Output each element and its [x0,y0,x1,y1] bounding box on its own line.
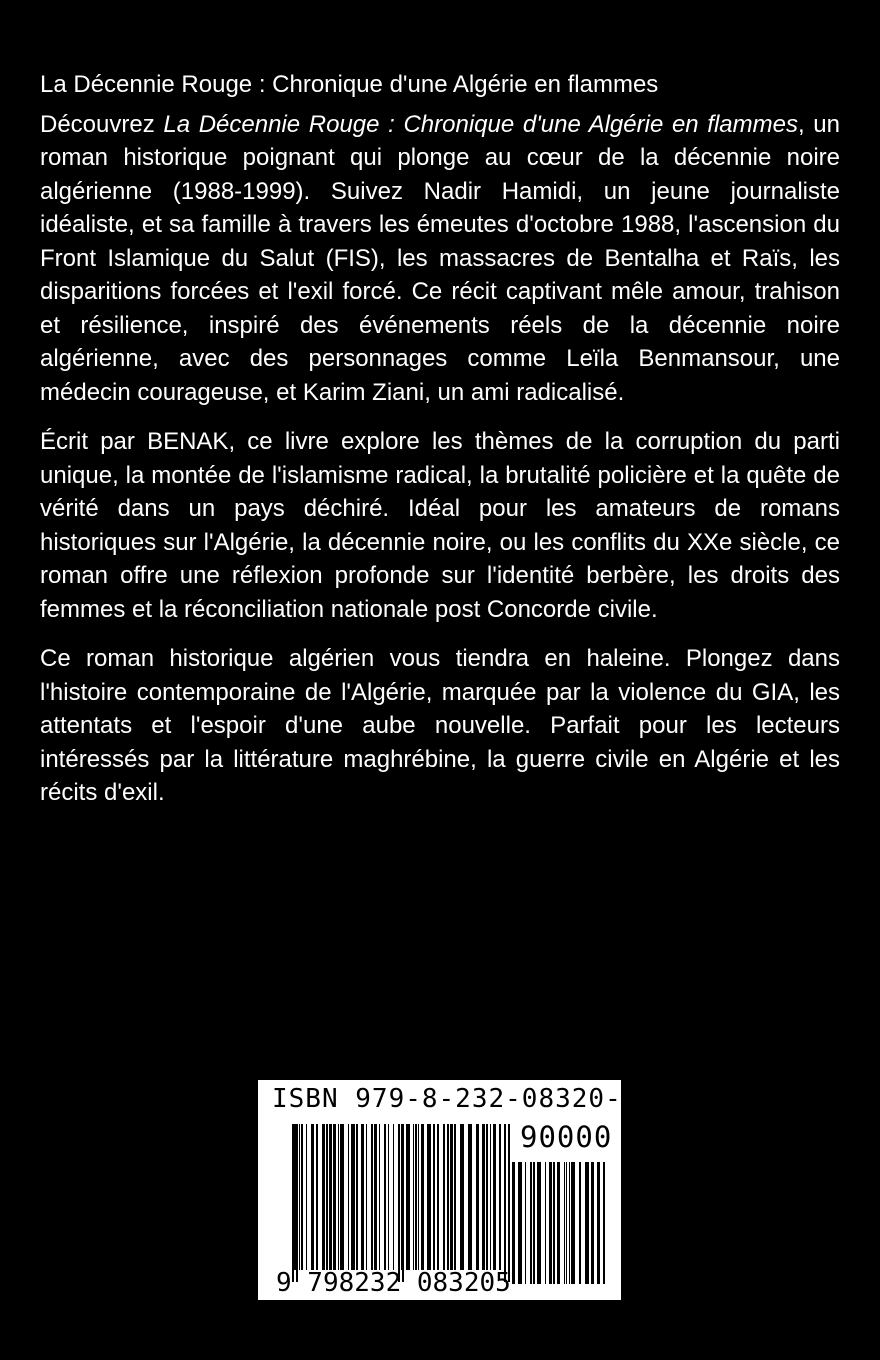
barcode-bar [549,1162,552,1284]
barcode-bar [571,1162,575,1284]
isbn-label: ISBN 979-8-232-08320-5 [272,1084,639,1114]
barcode-bar [356,1124,358,1270]
barcode-bar [579,1162,581,1284]
barcode-bar [366,1124,367,1270]
description-paragraph-2: Écrit par BENAK, ce livre explore les thèmes de la corruption du parti unique, la montée de l'islamisme radical, la brutalité policière et la quête de vérité dans un pays déchiré. Idéal pour les amateurs de romans historiques sur l'Algérie, la décennie noire, ou les conflits du XXe siècle, ce roman offre une réflexion profonde sur l'identité berbère, les droits des femmes et la réconciliation nationale post Concorde civile. [40,428,840,623]
isbn-barcode [258,1080,639,1300]
barcode-bar [326,1124,328,1270]
barcode-bar [557,1162,560,1284]
barcode-bar [406,1124,410,1270]
barcode-bar [533,1162,535,1284]
barcode-addon-number: 90000 [520,1120,613,1154]
barcode-bar [447,1124,449,1270]
barcode-bar [294,1124,296,1270]
barcode-bar [525,1162,526,1284]
barcode-bar [371,1124,373,1270]
barcode-bar [512,1162,515,1284]
paragraph-1-body: , un roman historique poignant qui plonge au cœur de la décennie noire algérienne (1988-1999). Suivez Nadir Hamidi, un jeune journaliste idéaliste, et sa famille à travers les émeutes d'octobre 1988, l'ascension du Front Islamique du Salut (FIS), les massacres de Bentalha et Raïs, les disparitions forcées et l'exil forcé. Ce récit captivant mêle amour, trahison et résilience, inspiré des événements réels de la décennie noire algérienne, avec des personnages comme Leïla Benmansour, une médecin courageuse, et Karim Ziani, un ami radicalisé. [40,110,840,406]
barcode-bar [340,1124,344,1270]
barcode-bar [476,1124,479,1270]
barcode-bar [603,1162,605,1284]
barcode-bar [329,1124,332,1270]
barcode-bar [379,1124,380,1270]
barcode-bar [564,1162,565,1284]
italic-book-title: La Décennie Rouge : Chronique d'une Algérie en flammes [163,110,798,138]
barcode-guard-bar [504,1124,506,1282]
barcode-bar [569,1162,570,1284]
barcode-bar [585,1162,589,1284]
book-title-line: La Décennie Rouge : Chronique d'une Algérie en flammes [40,71,659,98]
barcode-bar [468,1124,472,1270]
paragraph-lead: Découvrez [40,110,164,138]
barcode-bar [460,1124,464,1270]
barcode-bar [418,1124,419,1270]
barcode-bar [393,1124,394,1270]
barcode-bar [415,1124,417,1270]
barcode-bar [443,1124,445,1270]
barcode-bar [374,1124,377,1270]
barcode-ean-number: 9 798232 083205 [276,1268,511,1298]
barcode-bar [361,1124,364,1270]
barcode-bar [545,1162,546,1284]
barcode-bar [427,1124,431,1270]
barcode-bar [384,1124,386,1270]
barcode-guard-bar [402,1124,404,1282]
barcode-bar [301,1124,303,1270]
barcode-bar [591,1162,594,1284]
barcode-bar [333,1124,336,1270]
barcode-bar [437,1124,439,1270]
barcode-guard-bar [398,1124,400,1282]
barcode-bar [493,1124,496,1270]
barcode-guard-bar [296,1124,298,1282]
barcode-guard-bar [508,1124,510,1282]
barcode-bar [316,1124,318,1270]
barcode-bar [388,1124,389,1270]
barcode-bar [351,1124,355,1270]
barcode-bar [338,1124,339,1270]
barcode-bar [433,1124,435,1270]
barcode-bar [486,1124,488,1270]
barcode-bar [311,1124,314,1270]
barcode-bar [597,1162,600,1284]
barcode-bar [306,1124,307,1270]
barcode-guard-bar [292,1124,294,1282]
barcode-bar [518,1162,522,1284]
barcode-bar [530,1162,532,1284]
barcode-bar [450,1124,453,1270]
barcode-bar [413,1124,414,1270]
barcode-bar [566,1162,567,1284]
barcode-bar [537,1162,541,1284]
barcode-bar [454,1124,456,1270]
barcode-bar [348,1124,349,1270]
back-cover-text [40,68,840,826]
barcode-bar [482,1124,485,1270]
barcode-bar [490,1124,491,1270]
barcode-bar [322,1124,325,1270]
description-paragraph-3: Ce roman historique algérien vous tiendra en haleine. Plongez dans l'histoire contemporaine de l'Algérie, marquée par la violence du GIA, les attentats et l'espoir d'une aube nouvelle. Parfait pour les lecteurs intéressés par la littérature maghrébine, la guerre civile en Algérie et les récits d'exil. [40,645,840,806]
barcode-bar [299,1124,300,1270]
barcode-bar [499,1124,501,1270]
barcode-bar [553,1162,555,1284]
barcode-bar [421,1124,424,1270]
description-paragraph-1 [40,108,840,410]
